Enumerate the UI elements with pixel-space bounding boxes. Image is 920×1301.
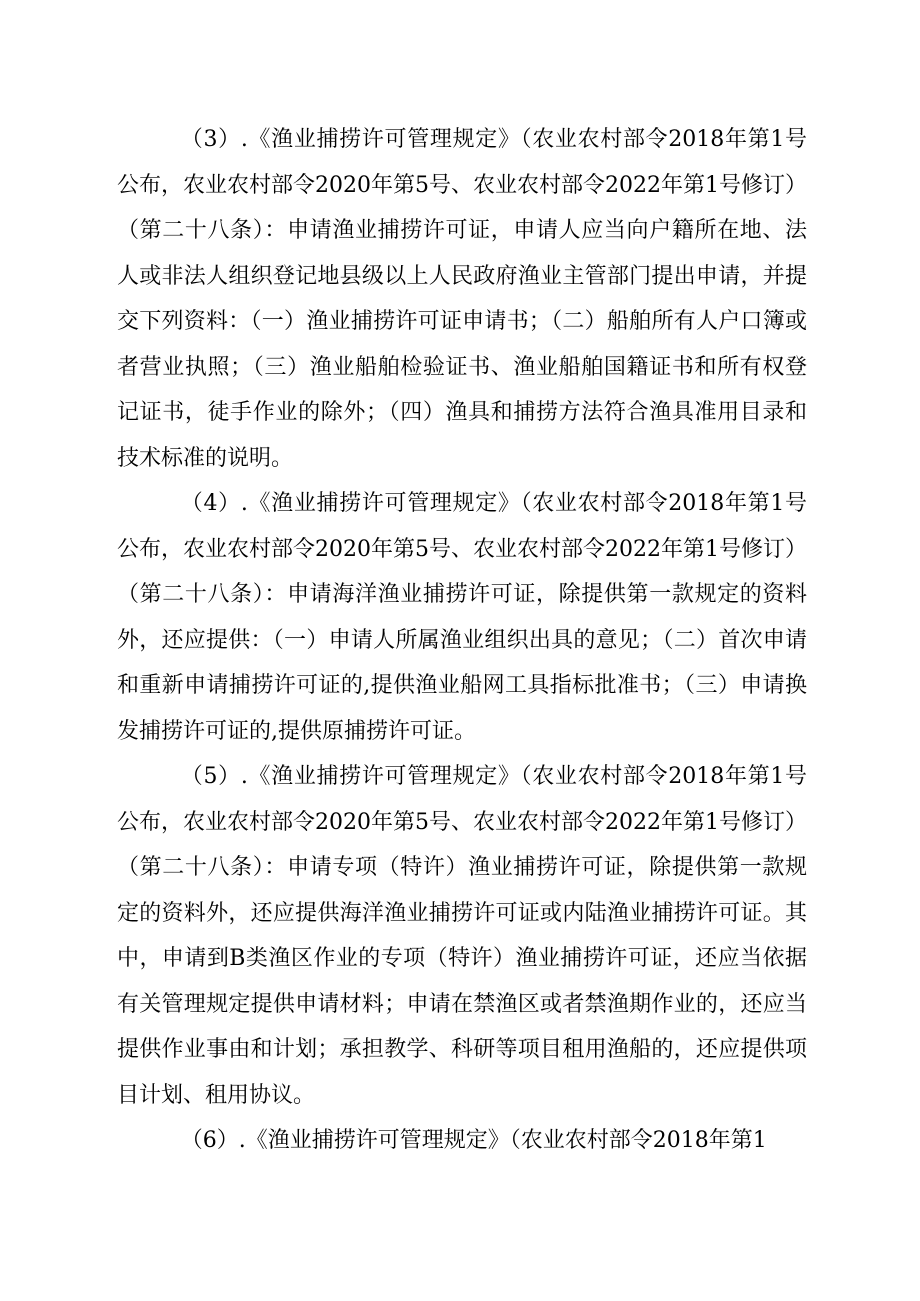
paragraph-4: （4）.《渔业捕捞许可管理规定》（农业农村部令2018年第1号公布，农业农村部令2020年第5号、农业农村部令2022年第1号修订）（第二十八条）：申请海洋渔业捕捞许可证，除提供第一款规定的资料外，还应提供：（一）申请人所属渔业组织出具的意见；（二）首次申请和重新申请捕捞许可证的,提供渔业船网工具指标批准书；（三）申请换发捕捞许可证的,提供原捕捞许可证。	[117, 491, 807, 744]
paragraph-5: （5）.《渔业捕捞许可管理规定》（农业农村部令2018年第1号公布，农业农村部令2020年第5号、农业农村部令2022年第1号修订）（第二十八条）：申请专项（特许）渔业捕捞许可证，除提供第一款规定的资料外，还应提供海洋渔业捕捞许可证或内陆渔业捕捞许可证。其中，申请到B类渔区作业的专项（特许）渔业捕捞许可证，还应当依据有关管理规定提供申请材料；申请在禁渔区或者禁渔期作业的，还应当提供作业事由和计划；承担教学、科研等项目租用渔船的，还应提供项目计划、租用协议。	[117, 764, 807, 1108]
paragraph-6: （6）.《渔业捕捞许可管理规定》（农业农村部令2018年第1	[180, 1128, 767, 1153]
document-body	[117, 117, 807, 1164]
paragraph-3: （3）.《渔业捕捞许可管理规定》（农业农村部令2018年第1号公布，农业农村部令2020年第5号、农业农村部令2022年第1号修订）（第二十八条）：申请渔业捕捞许可证，申请人应当向户籍所在地、法人或非法人组织登记地县级以上人民政府渔业主管部门提出申请，并提交下列资料：（一）渔业捕捞许可证申请书；（二）船舶所有人户口簿或者营业执照；（三）渔业船舶检验证书、渔业船舶国籍证书和所有权登记证书，徒手作业的除外；（四）渔具和捕捞方法符合渔具准用目录和技术标准的说明。	[117, 127, 807, 471]
